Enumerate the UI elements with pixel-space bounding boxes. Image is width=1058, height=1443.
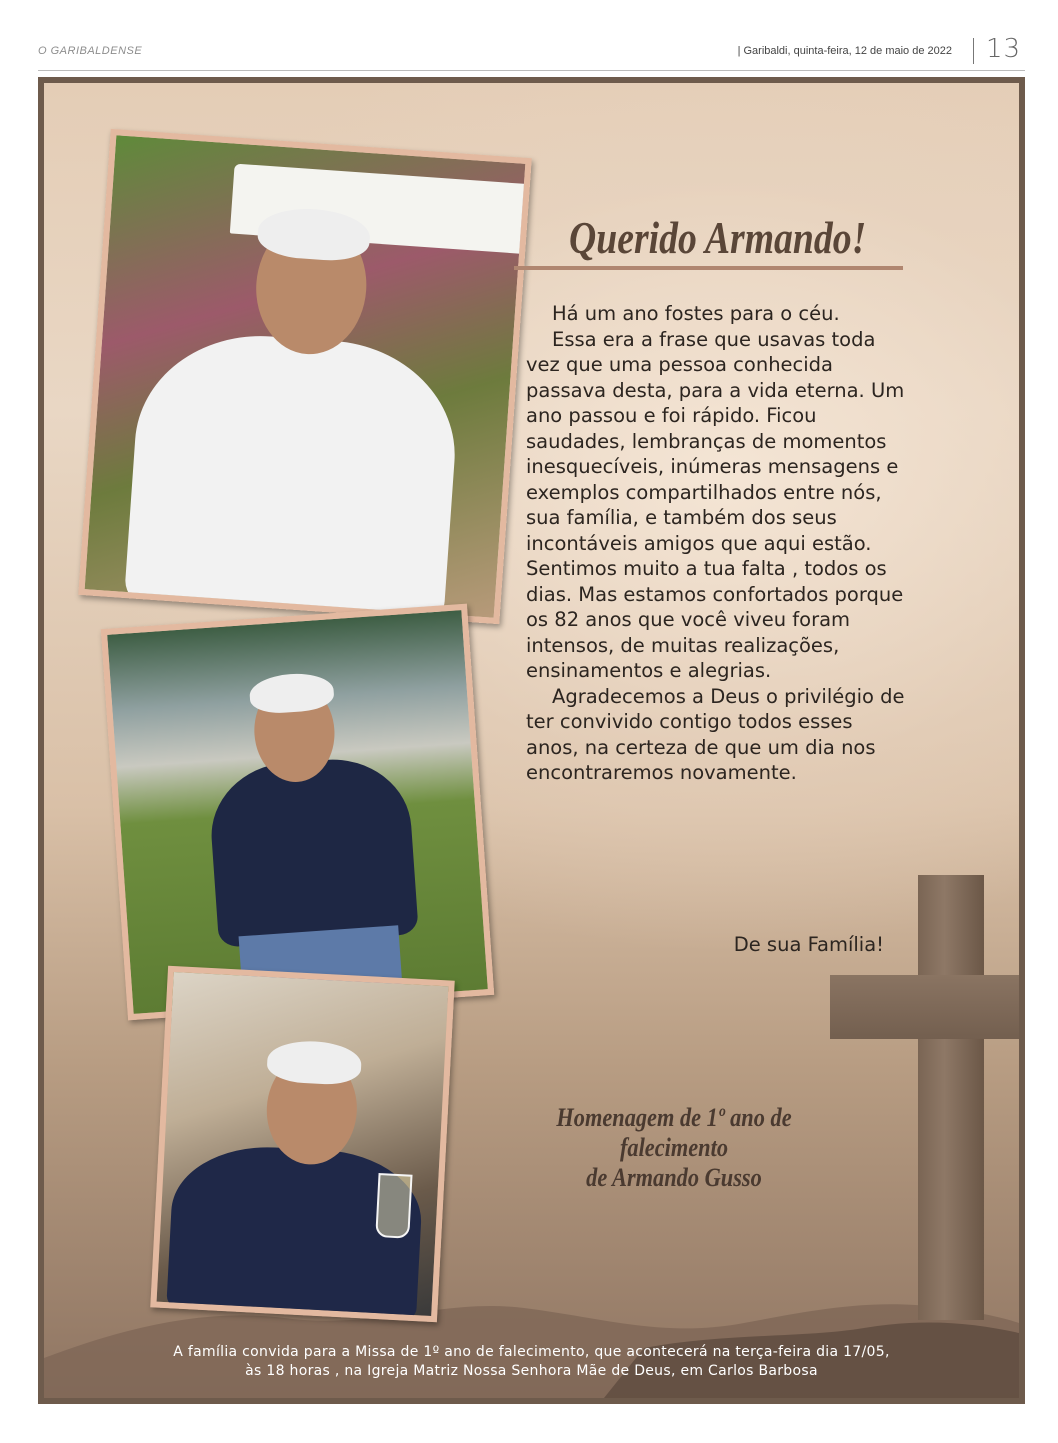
memorial-ad (38, 77, 1025, 1404)
invitation-line-2: às 18 horas , na Igreja Matriz Nossa Senhora Mãe de Deus, em Carlos Barbosa (245, 1363, 818, 1379)
cross-icon (918, 875, 984, 1320)
tribute-line-2: de Armando Gusso (586, 1163, 762, 1192)
memorial-background (44, 83, 1019, 1398)
ad-title: Querido Armando! (569, 212, 867, 263)
dateline: | Garibaldi, quinta-feira, 12 de maio de 2022 (737, 45, 952, 57)
mass-invitation (44, 1343, 1019, 1381)
message-paragraph: Há um ano fostes para o céu. (552, 302, 840, 325)
tribute-line-1: Homenagem de 1º ano de falecimento (556, 1103, 792, 1162)
page-number: 13 (986, 34, 1022, 64)
header-rule (38, 70, 1025, 71)
message-paragraph: Agradecemos a Deus o privilégio de ter convivido contigo todos esses anos, na certeza de que um dia nos encontraremos novamente. (526, 684, 905, 784)
photo-armando-toast (150, 966, 455, 1323)
message-body (526, 301, 906, 786)
header-divider (973, 38, 974, 64)
photo-armando-garden (78, 129, 532, 624)
publication-name: O GARIBALDENSE (38, 45, 143, 57)
photo-armando-lawn (101, 604, 494, 1021)
tribute-caption (484, 1103, 864, 1193)
cross-arm (830, 975, 1019, 1039)
message-paragraph: Essa era a frase que usavas toda vez que uma pessoa conhecida passava desta, para a vida eterna. Um ano passou e foi rápido. Ficou saudades, lembranças de momentos inesquecíveis, inúmeras mensagens e exemplos compartilhados entre nós, sua família, e também dos seus incontáveis amigos que aqui estão. Sentimos muito a tua falta , todos os dias. Mas estamos confortados porque os 82 anos que você viveu foram intensos, de muitas realizações, ensinamentos e alegrias. (526, 327, 905, 682)
title-underline (514, 266, 903, 270)
signature: De sua Família! (733, 933, 884, 956)
invitation-line-1: A família convida para a Missa de 1º ano de falecimento, que acontecerá na terça-feira dia 17/05, (173, 1344, 890, 1360)
